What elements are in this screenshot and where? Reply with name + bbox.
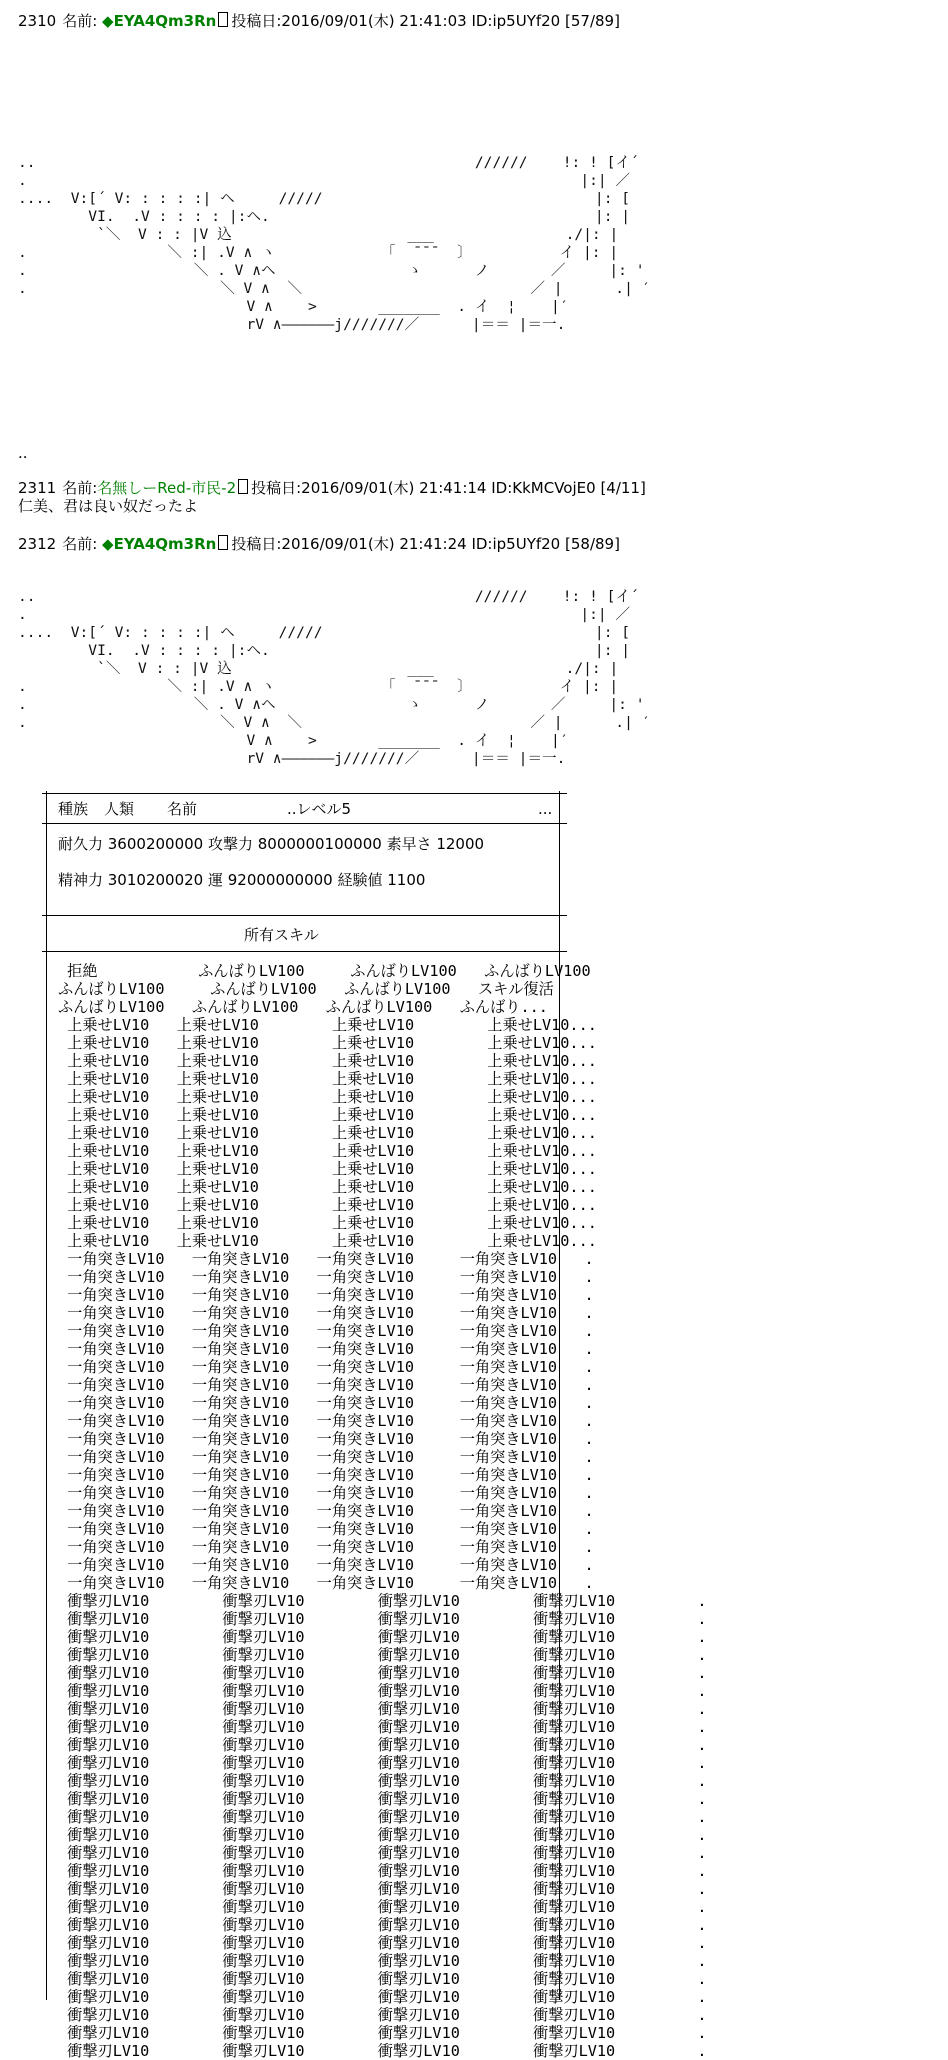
ascii-art: .. ////// !: ! [イ´ . |:| ／ .... V:[´ V: : : : :| ヘ ///// |: [ VI. .V : : : : |:ヘ. |: | `＼ V : : |V 込 ___ ./|: | . ＼ :| .V ∧ ヽ 「 ¯¯¯ 〕 イ |: | . ＼ . V ∧ヘ ゝ ノ ／ |: ' . ＼ V ∧ ＼ ／ | .| ′ V ∧ > _______ . イ ¦ |′ rV ∧――――――j///////／ |＝＝ |＝一. [18, 588, 651, 767]
skill-row: 上乗せLV10 上乗せLV10 上乗せLV10 上乗せLV10... [58, 1052, 597, 1070]
skill-row: 上乗せLV10 上乗せLV10 上乗せLV10 上乗せLV10... [58, 1034, 597, 1052]
skill-row: 上乗せLV10 上乗せLV10 上乗せLV10 上乗せLV10... [58, 1196, 597, 1214]
skill-row: 衝撃刃LV10 衝撃刃LV10 衝撃刃LV10 衝撃刃LV10 . [58, 2006, 707, 2024]
skill-row: 一角突きLV10 一角突きLV10 一角突きLV10 一角突きLV10 . [58, 1484, 594, 1502]
post-header [18, 535, 620, 553]
skill-row: 衝撃刃LV10 衝撃刃LV10 衝撃刃LV10 衝撃刃LV10 . [58, 1844, 707, 1862]
skill-row: 一角突きLV10 一角突きLV10 一角突きLV10 一角突きLV10 . [58, 1394, 594, 1412]
skill-row: 一角突きLV10 一角突きLV10 一角突きLV10 一角突きLV10 . [58, 1556, 594, 1574]
post-header [18, 479, 646, 497]
mail-box-icon [218, 12, 228, 27]
skill-row: 上乗せLV10 上乗せLV10 上乗せLV10 上乗せLV10... [58, 1214, 597, 1232]
race-value: 人類 [104, 800, 135, 818]
skill-row: 一角突きLV10 一角突きLV10 一角突きLV10 一角突きLV10 . [58, 1502, 594, 1520]
post-date: 投稿日:2016/09/01(木) 21:41:14 ID:KkMCVojE0 [4/11] [251, 479, 646, 497]
table-divider [42, 793, 567, 794]
skill-row: 衝撃刃LV10 衝撃刃LV10 衝撃刃LV10 衝撃刃LV10 . [58, 1664, 707, 1682]
table-divider [42, 951, 567, 952]
skill-row: 衝撃刃LV10 衝撃刃LV10 衝撃刃LV10 衝撃刃LV10 . [58, 1880, 707, 1898]
skill-row: 一角突きLV10 一角突きLV10 一角突きLV10 一角突きLV10 . [58, 1520, 594, 1538]
ascii-art: .. ////// !: ! [イ´ . |:| ／ .... V:[´ V: : : : :| ヘ ///// |: [ VI. .V : : : : |:ヘ. |: | `＼ V : : |V 込 ___ ./|: | . ＼ :| .V ∧ ヽ 「 ¯¯¯ 〕 イ |: | . ＼ . V ∧ヘ ゝ ノ ／ |: ' . ＼ V ∧ ＼ ／ | .| ′ V ∧ > _______ . イ ¦ |′ rV ∧――――――j///////／ |＝＝ |＝一. [18, 154, 651, 333]
stats-row: 精神力 3010200020 運 92000000000 経験値 1100 [58, 871, 426, 889]
poster-trip: ◆EYA4Qm3Rn [102, 535, 217, 553]
skill-list [58, 962, 707, 2060]
skill-row: 一角突きLV10 一角突きLV10 一角突きLV10 一角突きLV10 . [58, 1538, 594, 1556]
skill-row: 衝撃刃LV10 衝撃刃LV10 衝撃刃LV10 衝撃刃LV10 . [58, 1826, 707, 1844]
name-label: 名前: [62, 479, 98, 497]
skill-row: 衝撃刃LV10 衝撃刃LV10 衝撃刃LV10 衝撃刃LV10 . [58, 1736, 707, 1754]
skill-row: 上乗せLV10 上乗せLV10 上乗せLV10 上乗せLV10... [58, 1160, 597, 1178]
skill-row: 衝撃刃LV10 衝撃刃LV10 衝撃刃LV10 衝撃刃LV10 . [58, 2024, 707, 2042]
skill-row: 上乗せLV10 上乗せLV10 上乗せLV10 上乗せLV10... [58, 1070, 597, 1088]
skill-row: 一角突きLV10 一角突きLV10 一角突きLV10 一角突きLV10 . [58, 1448, 594, 1466]
post-number[interactable]: 2310 [18, 12, 57, 30]
skill-row: 一角突きLV10 一角突きLV10 一角突きLV10 一角突きLV10 . [58, 1376, 594, 1394]
skill-row: 上乗せLV10 上乗せLV10 上乗せLV10 上乗せLV10... [58, 1088, 597, 1106]
skill-row: 上乗せLV10 上乗せLV10 上乗せLV10 上乗せLV10... [58, 1124, 597, 1142]
skill-row: 衝撃刃LV10 衝撃刃LV10 衝撃刃LV10 衝撃刃LV10 . [58, 1772, 707, 1790]
mail-box-icon [238, 479, 248, 494]
table-divider [42, 915, 567, 916]
skill-row: 一角突きLV10 一角突きLV10 一角突きLV10 一角突きLV10 . [58, 1304, 594, 1322]
trailing-dots: .. [18, 444, 28, 462]
skill-row: 衝撃刃LV10 衝撃刃LV10 衝撃刃LV10 衝撃刃LV10 . [58, 1808, 707, 1826]
stats-row: 耐久力 3600200000 攻撃力 8000000100000 素早さ 12000 [58, 835, 485, 853]
post-number[interactable]: 2312 [18, 535, 57, 553]
skill-row: 一角突きLV10 一角突きLV10 一角突きLV10 一角突きLV10 . [58, 1466, 594, 1484]
skill-row: 一角突きLV10 一角突きLV10 一角突きLV10 一角突きLV10 . [58, 1358, 594, 1376]
post-number[interactable]: 2311 [18, 479, 57, 497]
row-end-dots: ... [538, 800, 553, 818]
skill-row: 一角突きLV10 一角突きLV10 一角突きLV10 一角突きLV10 . [58, 1412, 594, 1430]
post-date: 投稿日:2016/09/01(木) 21:41:24 ID:ip5UYf20 [58/89] [231, 535, 620, 553]
skill-row: 一角突きLV10 一角突きLV10 一角突きLV10 一角突きLV10 . [58, 1250, 594, 1268]
skill-row: 一角突きLV10 一角突きLV10 一角突きLV10 一角突きLV10 . [58, 1430, 594, 1448]
table-divider [42, 823, 567, 824]
skill-row: 衝撃刃LV10 衝撃刃LV10 衝撃刃LV10 衝撃刃LV10 . [58, 1718, 707, 1736]
skill-row: 一角突きLV10 一角突きLV10 一角突きLV10 一角突きLV10 . [58, 1286, 594, 1304]
table-border-left [46, 791, 47, 2000]
poster-trip: ◆EYA4Qm3Rn [102, 12, 217, 30]
poster-name: 名無しーRed-市民-2 [97, 479, 237, 497]
status-table [42, 791, 707, 2060]
name-label: 名前 [167, 800, 198, 818]
name-label: 名前: [62, 12, 98, 30]
skill-row: 一角突きLV10 一角突きLV10 一角突きLV10 一角突きLV10 . [58, 1574, 594, 1592]
skill-row: 一角突きLV10 一角突きLV10 一角突きLV10 一角突きLV10 . [58, 1340, 594, 1358]
skill-row: 上乗せLV10 上乗せLV10 上乗せLV10 上乗せLV10... [58, 1232, 597, 1250]
skill-row: 衝撃刃LV10 衝撃刃LV10 衝撃刃LV10 衝撃刃LV10 . [58, 1916, 707, 1934]
skill-row: 衝撃刃LV10 衝撃刃LV10 衝撃刃LV10 衝撃刃LV10 . [58, 1790, 707, 1808]
level-label: ..レベル5 [287, 800, 352, 818]
skill-row: 上乗せLV10 上乗せLV10 上乗せLV10 上乗せLV10... [58, 1178, 597, 1196]
post-date: 投稿日:2016/09/01(木) 21:41:03 ID:ip5UYf20 [57/89] [231, 12, 620, 30]
skill-row: ふんばりLV100 ふんばりLV100 ふんばりLV100 スキル復活 [58, 980, 554, 998]
skill-row: 衝撃刃LV10 衝撃刃LV10 衝撃刃LV10 衝撃刃LV10 . [58, 1970, 707, 1988]
skill-row: 衝撃刃LV10 衝撃刃LV10 衝撃刃LV10 衝撃刃LV10 . [58, 1592, 707, 1610]
mail-box-icon [218, 535, 228, 550]
skill-row: 上乗せLV10 上乗せLV10 上乗せLV10 上乗せLV10... [58, 1106, 597, 1124]
skill-row: 衝撃刃LV10 衝撃刃LV10 衝撃刃LV10 衝撃刃LV10 . [58, 1934, 707, 1952]
skill-row: 衝撃刃LV10 衝撃刃LV10 衝撃刃LV10 衝撃刃LV10 . [58, 1862, 707, 1880]
skill-row: 一角突きLV10 一角突きLV10 一角突きLV10 一角突きLV10 . [58, 1268, 594, 1286]
skill-row: 衝撃刃LV10 衝撃刃LV10 衝撃刃LV10 衝撃刃LV10 . [58, 1988, 707, 2006]
skill-row: 衝撃刃LV10 衝撃刃LV10 衝撃刃LV10 衝撃刃LV10 . [58, 2042, 707, 2060]
name-label: 名前: [62, 535, 98, 553]
post-header [18, 12, 620, 30]
post-body: 仁美、君は良い奴だったよ [18, 497, 199, 515]
skill-row: 衝撃刃LV10 衝撃刃LV10 衝撃刃LV10 衝撃刃LV10 . [58, 1700, 707, 1718]
skill-row: 衝撃刃LV10 衝撃刃LV10 衝撃刃LV10 衝撃刃LV10 . [58, 1610, 707, 1628]
skill-row: 衝撃刃LV10 衝撃刃LV10 衝撃刃LV10 衝撃刃LV10 . [58, 1628, 707, 1646]
skill-row: ふんばりLV100 ふんばりLV100 ふんばりLV100 ふんばり... [58, 998, 548, 1016]
skill-row: 衝撃刃LV10 衝撃刃LV10 衝撃刃LV10 衝撃刃LV10 . [58, 1646, 707, 1664]
skill-row: 上乗せLV10 上乗せLV10 上乗せLV10 上乗せLV10... [58, 1142, 597, 1160]
skill-row: 衝撃刃LV10 衝撃刃LV10 衝撃刃LV10 衝撃刃LV10 . [58, 1898, 707, 1916]
skills-title: 所有スキル [244, 926, 319, 944]
skill-row: 一角突きLV10 一角突きLV10 一角突きLV10 一角突きLV10 . [58, 1322, 594, 1340]
skill-row: 衝撃刃LV10 衝撃刃LV10 衝撃刃LV10 衝撃刃LV10 . [58, 1754, 707, 1772]
skill-row: 上乗せLV10 上乗せLV10 上乗せLV10 上乗せLV10... [58, 1016, 597, 1034]
skill-row: 衝撃刃LV10 衝撃刃LV10 衝撃刃LV10 衝撃刃LV10 . [58, 1682, 707, 1700]
skill-row: 拒絶 ふんばりLV100 ふんばりLV100 ふんばりLV100 [58, 962, 591, 980]
race-label: 種族 [58, 800, 89, 818]
skill-row: 衝撃刃LV10 衝撃刃LV10 衝撃刃LV10 衝撃刃LV10 . [58, 1952, 707, 1970]
